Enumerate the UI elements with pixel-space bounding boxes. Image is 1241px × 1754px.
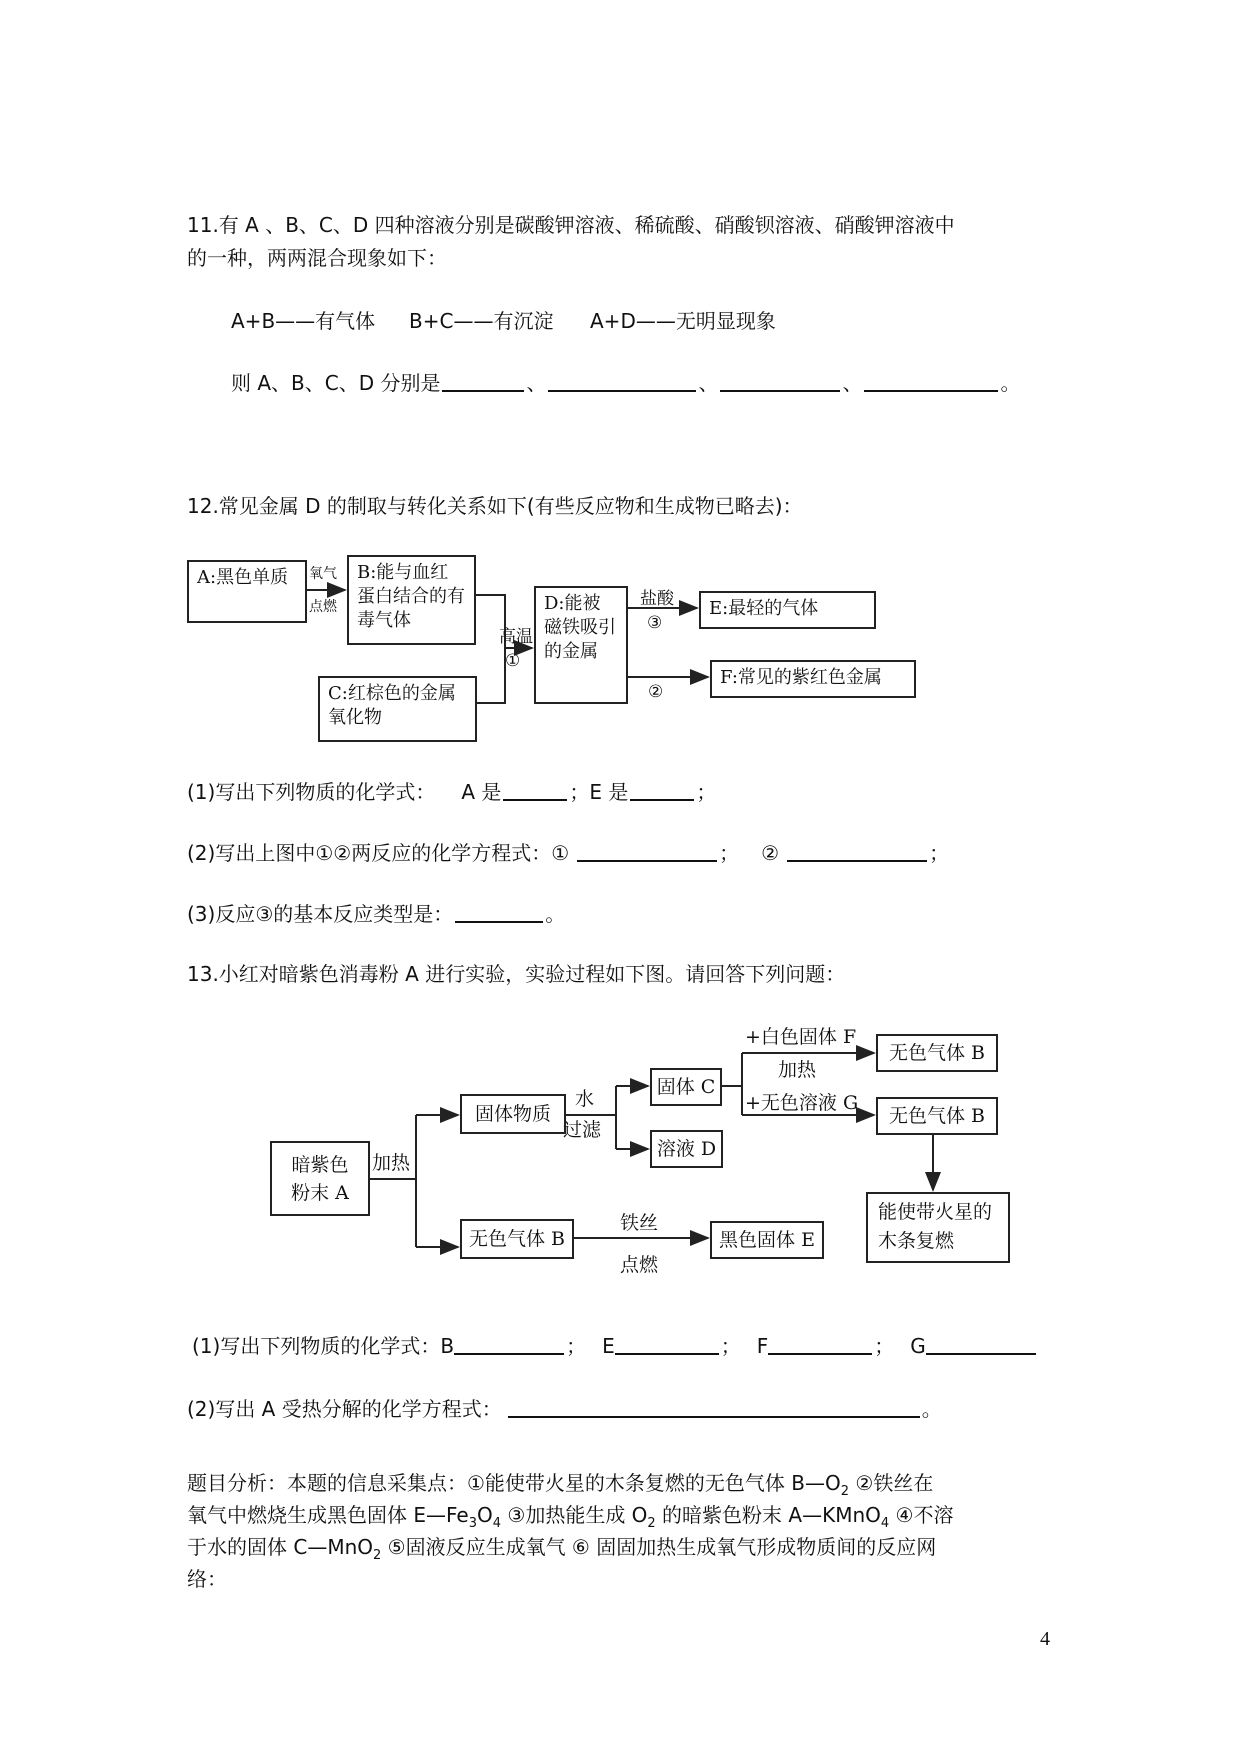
q12-label-reaction3: ③ [647,613,663,633]
q13-p1-prefix: (1)写出下列物质的化学式：B [192,1334,455,1358]
q13-p2-prefix: (2)写出 A 受热分解的化学方程式： [187,1397,502,1421]
q12-blank-type[interactable] [455,901,543,923]
q11-blank-d[interactable] [864,370,998,392]
q11-stem-line1: 11.有 A 、B、C、D 四种溶液分别是碳酸钾溶液、稀硫酸、硝酸钡溶液、硝酸钾溶液中 [187,213,955,237]
q13-semi: ； [874,1334,895,1358]
q13-label-wire: 铁丝 [620,1212,659,1234]
analysis-line4: 络： [187,1567,227,1591]
q13-semi: ； [720,1334,741,1358]
q12-part1 [187,777,716,807]
q11-sep: 、 [526,371,547,395]
q13-label-heat2: 加热 [778,1059,817,1081]
q13-label-ignite: 点燃 [620,1254,659,1276]
q12-box-e: E:最轻的气体 [699,591,876,629]
q12-p1-end: ； [696,780,717,804]
q13-blank-g[interactable] [926,1333,1036,1355]
q13-box-e: 黑色固体 E [710,1221,824,1259]
page-number: 4 [1040,1628,1050,1650]
analysis-line3: 于水的固体 C—MnO$_2$ ⑤固液反应生成氧气 ⑥ 固固加热生成氧气形成物质间的反应网 [187,1535,937,1563]
q11-sep: 、 [698,371,719,395]
q12-p1-a: A 是 [461,780,502,804]
q13-label-add-g: +无色溶液 G [745,1092,859,1114]
q11-ask-prefix: 则 A、B、C、D 分别是 [231,371,441,395]
q13-p1-e: E [602,1334,615,1358]
q11-end: 。 [1000,371,1021,395]
q11-answer-line [231,368,1020,398]
q12-p1-e: ；E 是 [569,780,629,804]
q12-p3-prefix: (3)反应③的基本反应类型是： [187,902,454,926]
q12-part3 [187,899,565,929]
q12-box-b: B:能与血红蛋白结合的有毒气体 [347,555,476,645]
q13-box-b2: 无色气体 B [876,1097,998,1135]
q11-blank-b[interactable] [548,370,696,392]
q11-observation-1: A+B——有气体 [231,309,376,333]
analysis-line2: 氧气中燃烧生成黑色固体 $E—Fe_3O_4$ ③加热能生成 $O_2$ 的暗紫色粉末 A—KMnO$_4$ ④不溶 [187,1503,954,1531]
q13-p2-end: 。 [921,1397,942,1421]
q11-blank-a[interactable] [442,370,524,392]
q13-box-relight: 能使带火星的木条复燃 [866,1192,1010,1263]
q12-blank-e[interactable] [630,779,694,801]
analysis-line1: 题目分析：本题的信息采集点：①能使带火星的木条复燃的无色气体 $B—O_2$ ②铁丝在 [187,1471,934,1499]
q12-p2-two: ② [761,841,780,865]
q11-observation-2: B+C——有沉淀 [409,309,554,333]
q13-part2 [187,1394,942,1424]
q12-box-d: D:能被磁铁吸引的金属 [534,586,628,704]
q12-p1-prefix: (1)写出下列物质的化学式： [187,780,436,804]
q11-observation-3: A+D——无明显现象 [590,309,776,333]
q13-p1-g: G [910,1334,926,1358]
q13-blank-b[interactable] [454,1333,564,1355]
q12-box-a: A:黑色单质 [187,560,307,623]
q12-p2-prefix: (2)写出上图中①②两反应的化学方程式：① [187,841,570,865]
q11-stem-line2: 的一种，两两混合现象如下： [187,246,447,270]
q13-box-c: 固体 C [650,1068,722,1106]
q12-label-ignite: 点燃 [309,599,337,615]
q13-semi: ； [566,1334,587,1358]
q12-blank-eq1[interactable] [577,840,717,862]
q12-label-reaction1: ① [505,651,521,671]
q12-stem: 12.常见金属 D 的制取与转化关系如下(有些反应物和生成物已略去)： [187,494,803,518]
q12-label-reaction2: ② [648,682,664,702]
q12-p3-end: 。 [545,902,566,926]
q13-part1 [192,1331,1038,1361]
q13-label-filter: 过滤 [563,1119,602,1141]
q12-box-c: C:红棕色的金属氧化物 [318,676,477,742]
q12-label-hcl: 盐酸 [640,589,674,609]
q12-blank-a[interactable] [503,779,567,801]
q13-blank-e[interactable] [615,1333,719,1355]
q11-sep: 、 [842,371,863,395]
q12-label-hightemp: 高温 [499,627,533,647]
q12-p2-semi: ； [719,841,740,865]
q13-box-b1: 无色气体 B [876,1034,998,1072]
q13-box-b3: 无色气体 B [460,1219,574,1259]
q13-label-water: 水 [575,1088,595,1110]
q12-p2-semi: ； [929,841,950,865]
q12-box-f: F:常见的紫红色金属 [710,660,916,698]
q13-blank-f[interactable] [768,1333,872,1355]
q12-label-oxygen: 氧气 [309,566,337,582]
q13-box-solid: 固体物质 [460,1094,566,1134]
q11-blank-c[interactable] [720,370,840,392]
q13-stem: 13.小红对暗紫色消毒粉 A 进行实验，实验过程如下图。请回答下列问题： [187,962,846,986]
q13-blank-equation[interactable] [508,1396,920,1418]
q13-label-heat: 加热 [372,1152,411,1174]
q12-blank-eq2[interactable] [787,840,927,862]
q12-part2 [187,838,949,868]
q13-label-add-f: +白色固体 F [745,1026,857,1048]
q13-box-d: 溶液 D [650,1130,723,1168]
q13-box-a: 暗紫色粉末 A [270,1141,370,1216]
q13-p1-f: F [756,1334,769,1358]
